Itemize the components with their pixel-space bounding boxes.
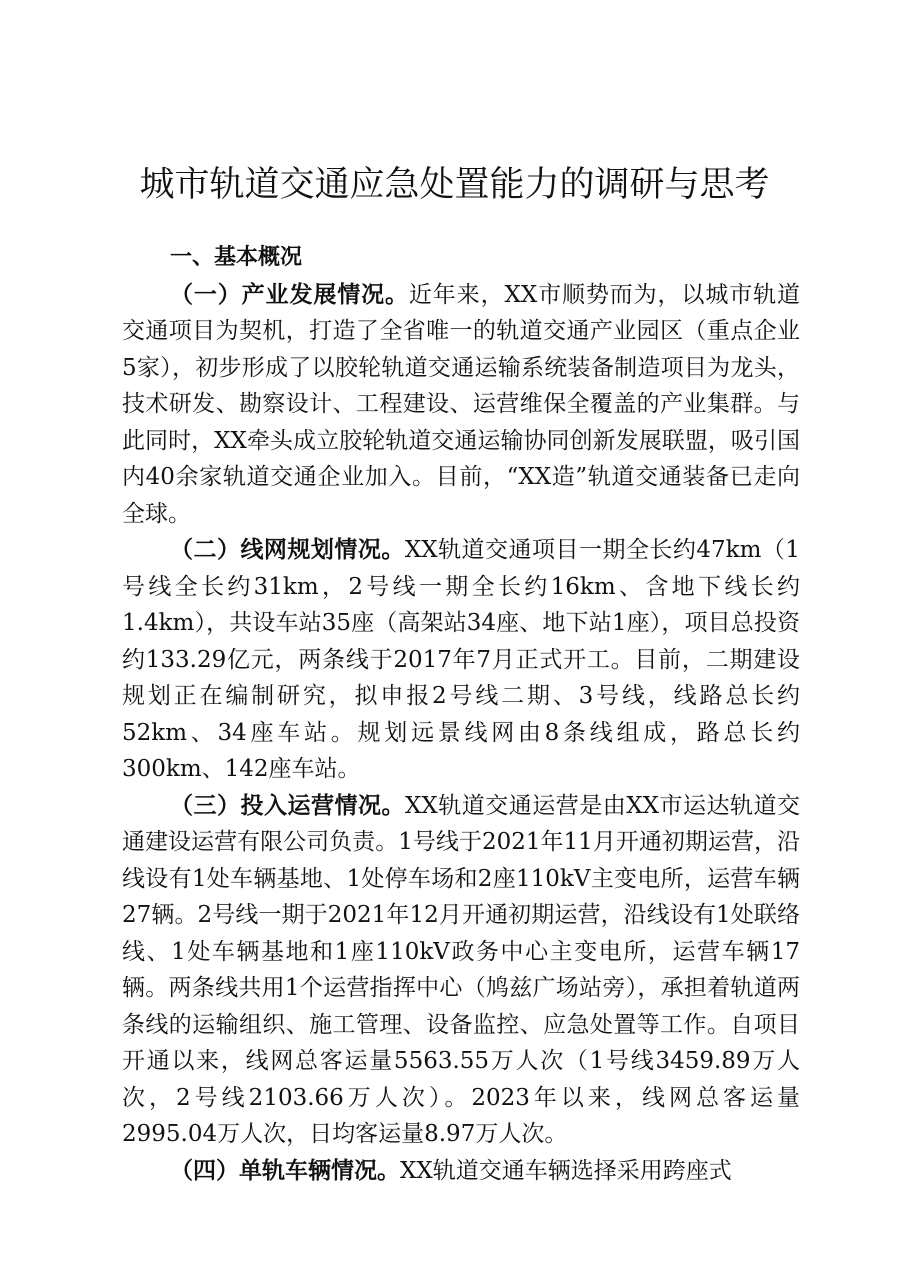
- paragraph-industry-development: [122, 277, 800, 533]
- paragraph-text: XX轨道交通车辆选择采用跨座式: [400, 1157, 732, 1184]
- document-body: [122, 240, 800, 1189]
- paragraph-lead: （四）单轨车辆情况。: [170, 1157, 400, 1184]
- paragraph-monorail-vehicles: [122, 1153, 800, 1190]
- document-title: 城市轨道交通应急处置能力的调研与思考: [139, 165, 770, 205]
- paragraph-text: 近年来，XX市顺势而为，以城市轨道交通项目为契机，打造了全省唯一的轨道交通产业园区（重点企业5家），初步形成了以胶轮轨道交通运输系统装备制造项目为龙头，技术研发、勘察设计、工程建设、运营维保全覆盖的产业集群。与此同时，XX牵头成立胶轮轨道交通运输协同创新发展联盟，吸引国内40余家轨道交通企业加入。目前，“XX造”轨道交通装备已走向全球。: [122, 281, 801, 527]
- paragraph-text: XX轨道交通运营是由XX市运达轨道交通建设运营有限公司负责。1号线于2021年11月开通初期运营，沿线设有1处车辆基地、1处停车场和2座110kV主变电所，运营车辆27辆。2号线一期于2021年12月开通初期运营，沿线设有1处联络线、1处车辆基地和1座110kV政务中心主变电所，运营车辆17辆。两条线共用1个运营指挥中心（鸠兹广场站旁），承担着轨道两条线的运输组织、施工管理、设备监控、应急处置等工作。自项目开通以来，线网总客运量5563.55万人次（1号线3459.89万人次，2号线2103.66万人次）。2023年以来，线网总客运量2995.04万人次，日均客运量8.97万人次。: [122, 792, 800, 1147]
- paragraph-network-planning: [122, 532, 800, 788]
- paragraph-operations: [122, 788, 800, 1153]
- paragraph-lead: （一）产业发展情况。: [170, 281, 409, 308]
- paragraph-lead: （二）线网规划情况。: [170, 537, 405, 563]
- section-heading: 一、基本概况: [170, 245, 303, 270]
- paragraph-text: XX轨道交通项目一期全长约47km（1号线全长约31km，2号线一期全长约16km、含地下线长约1.4km），共设车站35座（高架站34座、地下站1座），项目总投资约133.29亿元，两条线于2017年7月正式开工。目前，二期建设规划正在编制研究，拟申报2号线二期、3号线，线路总长约52km、34座车站。规划远景线网由8条线组成，路总长约300km、142座车站。: [122, 537, 801, 782]
- paragraph-lead: （三）投入运营情况。: [170, 792, 405, 819]
